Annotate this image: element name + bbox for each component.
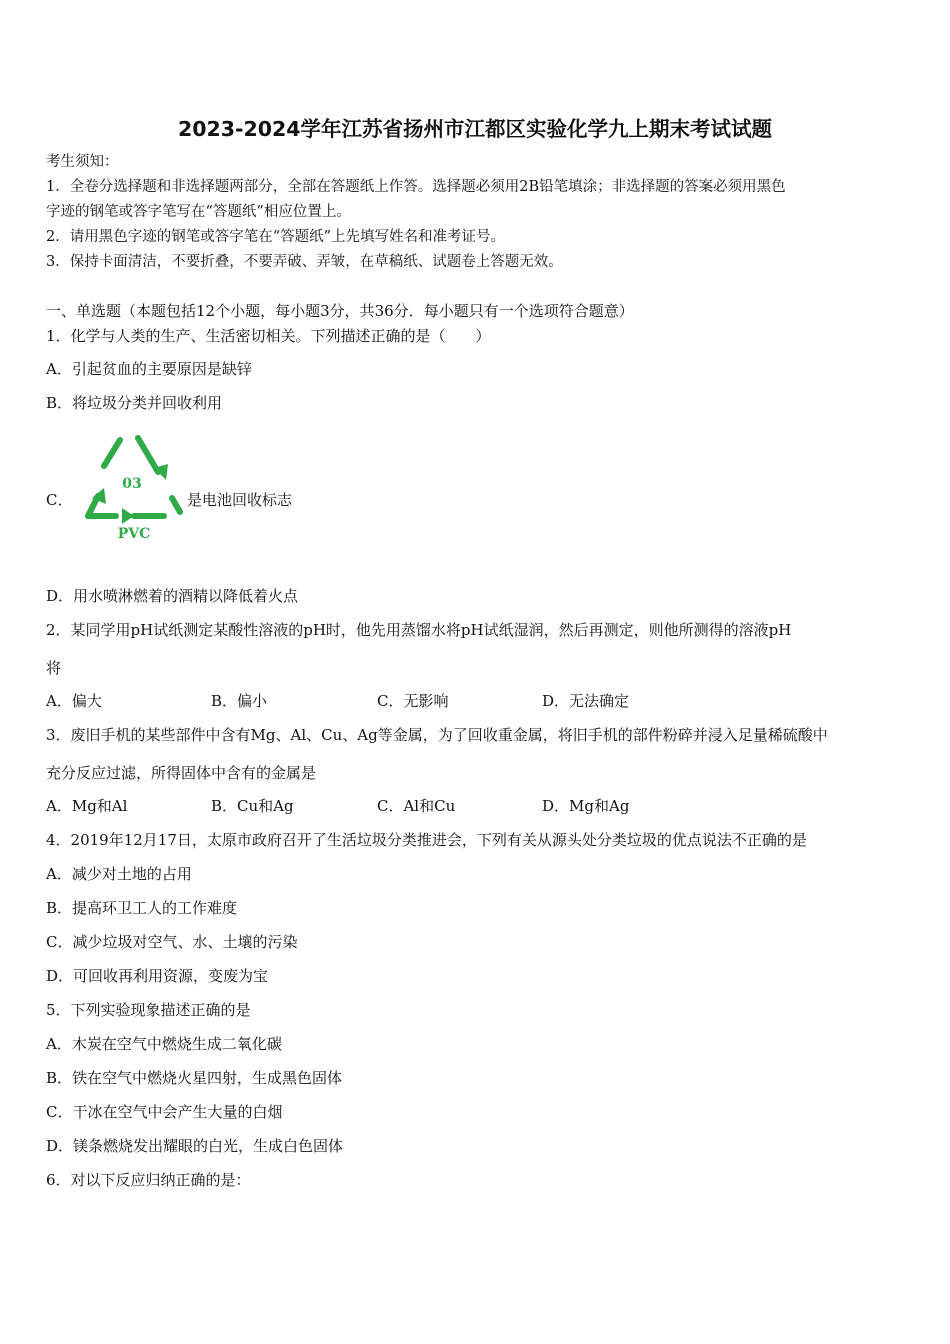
notice-heading: 考生须知： xyxy=(46,154,119,170)
q5-option-d: D．镁条燃烧发出耀眼的白光，生成白色固体 xyxy=(46,1137,344,1155)
q4-option-d: D．可回收再利用资源，变废为宝 xyxy=(46,967,269,985)
q3-stem-cont: 充分反应过滤，所得固体中含有的金属是 xyxy=(46,764,317,782)
q2-stem-cont: 将 xyxy=(46,659,62,677)
q3-option-c: C．Al和Cu xyxy=(377,797,456,815)
recycle-label: PVC xyxy=(117,526,151,542)
q4-option-b: B．提高环卫工人的工作难度 xyxy=(46,899,238,917)
recycle-code: 03 xyxy=(122,476,142,492)
q3-option-a: A．Mg和Al xyxy=(46,797,128,815)
q2-option-b: B．偏小 xyxy=(211,692,268,710)
q4-stem: 4．2019年12月17日，太原市政府召开了生活垃圾分类推进会，下列有关从源头处分类垃圾的优点说法不正确的是 xyxy=(46,831,807,849)
exam-title: 2023-2024学年江苏省扬州市江都区实验化学九上期末考试试题 xyxy=(177,117,773,141)
notice-item-1: 1．全卷分选择题和非选择题两部分，全部在答题纸上作答。选择题必须用2B铅笔填涂；非选择题的答案必须用黑色 xyxy=(46,179,786,195)
q1-option-b: B．将垃圾分类并回收利用 xyxy=(46,394,223,412)
q4-option-a: A．减少对土地的占用 xyxy=(46,865,192,883)
q1-option-d: D．用水喷淋燃着的酒精以降低着火点 xyxy=(46,587,299,605)
q5-option-c: C．干冰在空气中会产生大量的白烟 xyxy=(46,1103,283,1121)
q5-option-a: A．木炭在空气中燃烧生成二氧化碳 xyxy=(46,1035,282,1053)
q3-stem: 3．废旧手机的某些部件中含有Mg、Al、Cu、Ag等金属，为了回收重金属，将旧手机的部件粉碎并浸入足量稀硫酸中 xyxy=(46,726,828,744)
q1-option-c-text: 是电池回收标志 xyxy=(187,491,293,509)
notice-item-3: 3．保持卡面清洁，不要折叠，不要弄破、弄皱，在草稿纸、试题卷上答题无效。 xyxy=(46,254,563,270)
q1-stem: 1．化学与人类的生产、生活密切相关。下列描述正确的是（ ） xyxy=(46,327,491,345)
q4-option-c: C．减少垃圾对空气、水、土壤的污染 xyxy=(46,933,298,951)
q3-option-b: B．Cu和Ag xyxy=(211,797,294,815)
q5-stem: 5．下列实验现象描述正确的是 xyxy=(46,1001,251,1019)
q1-option-a: A．引起贫血的主要原因是缺锌 xyxy=(46,360,252,378)
q6-stem: 6．对以下反应归纳正确的是： xyxy=(46,1171,251,1189)
recycle-symbol-icon xyxy=(76,428,186,546)
q3-option-d: D．Mg和Ag xyxy=(542,797,630,815)
q2-stem: 2．某同学用pH试纸测定某酸性溶液的pH时，他先用蒸馏水将pH试纸湿润，然后再测定，则他所测得的溶液pH xyxy=(46,621,792,639)
q2-option-a: A．偏大 xyxy=(46,692,102,710)
q2-option-c: C．无影响 xyxy=(377,692,449,710)
q2-option-d: D．无法确定 xyxy=(542,692,630,710)
notice-item-1-cont: 字迹的钢笔或答字笔写在“答题纸”相应位置上。 xyxy=(46,204,351,220)
section-heading: 一、单选题（本题包括12个小题，每小题3分，共36分．每小题只有一个选项符合题意） xyxy=(46,302,634,320)
notice-item-2: 2．请用黑色字迹的钢笔或答字笔在“答题纸”上先填写姓名和准考证号。 xyxy=(46,229,506,245)
q5-option-b: B．铁在空气中燃烧火星四射，生成黑色固体 xyxy=(46,1069,343,1087)
q1-option-c-letter: C． xyxy=(46,491,73,509)
